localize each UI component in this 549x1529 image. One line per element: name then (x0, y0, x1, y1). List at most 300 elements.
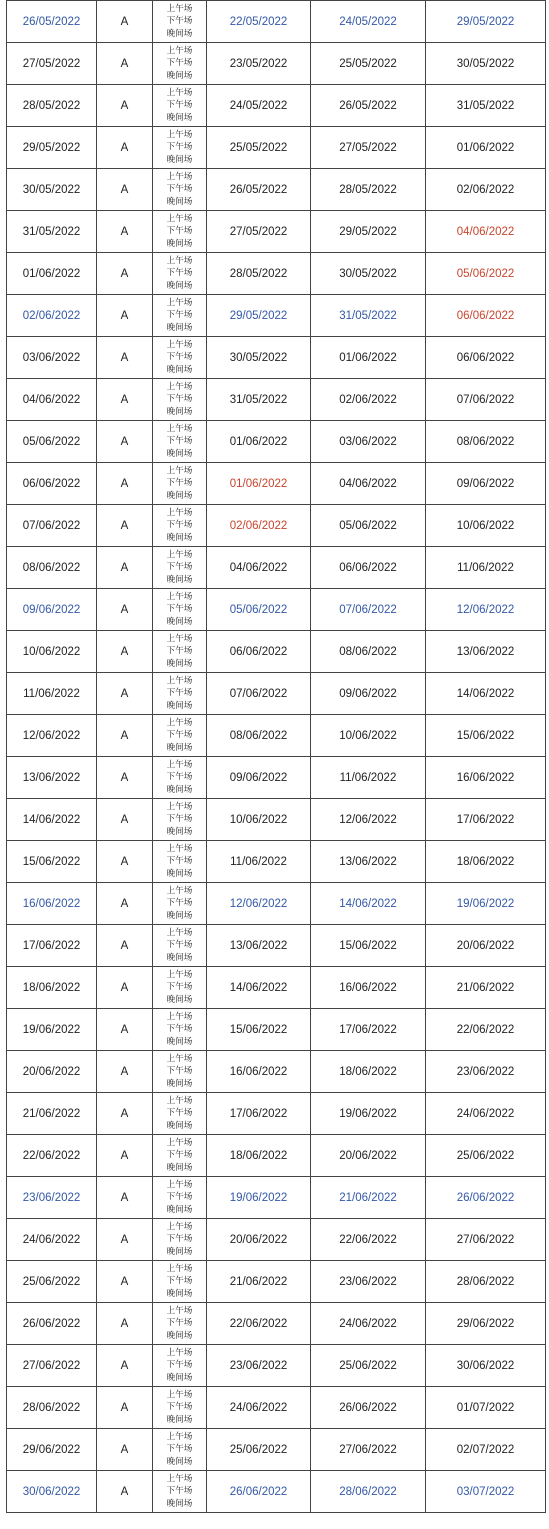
sessions-cell (153, 1177, 207, 1219)
sessions-cell (153, 211, 207, 253)
sessions-cell (153, 757, 207, 799)
date-cell-3: 25/06/2022 (426, 1135, 546, 1177)
sessions-cell (153, 505, 207, 547)
session-label: 晚间场 (166, 1372, 193, 1383)
sessions-cell (153, 1, 207, 43)
session-label: 上午场 (166, 1221, 193, 1232)
date-cell: 18/06/2022 (7, 967, 97, 1009)
session-label: 下午场 (166, 1402, 193, 1413)
table-row (7, 211, 546, 253)
session-label: 下午场 (166, 1276, 193, 1287)
date-cell-1: 31/05/2022 (207, 379, 311, 421)
class-cell: A (97, 211, 153, 253)
date-cell-3: 07/06/2022 (426, 379, 546, 421)
session-label: 上午场 (166, 885, 193, 896)
class-cell: A (97, 757, 153, 799)
date-cell-1: 01/06/2022 (207, 463, 311, 505)
table-row (7, 715, 546, 757)
date-cell-1: 25/05/2022 (207, 127, 311, 169)
session-label: 晚间场 (166, 28, 193, 39)
date-cell-1: 12/06/2022 (207, 883, 311, 925)
date-cell-1: 22/06/2022 (207, 1303, 311, 1345)
sessions-cell (153, 421, 207, 463)
date-cell-3: 03/07/2022 (426, 1471, 546, 1513)
date-cell-2: 29/05/2022 (311, 211, 426, 253)
sessions-cell (153, 1471, 207, 1513)
date-cell: 22/06/2022 (7, 1135, 97, 1177)
date-cell-1: 08/06/2022 (207, 715, 311, 757)
date-cell-2: 21/06/2022 (311, 1177, 426, 1219)
sessions-cell (153, 547, 207, 589)
sessions-cell (153, 1261, 207, 1303)
session-label: 下午场 (166, 142, 193, 153)
date-cell-2: 03/06/2022 (311, 421, 426, 463)
table-row (7, 85, 546, 127)
class-cell: A (97, 547, 153, 589)
session-label: 上午场 (166, 465, 193, 476)
session-label: 上午场 (166, 549, 193, 560)
class-cell: A (97, 631, 153, 673)
date-cell-2: 22/06/2022 (311, 1219, 426, 1261)
date-cell: 30/05/2022 (7, 169, 97, 211)
session-label: 晚间场 (166, 238, 193, 249)
date-cell-1: 26/05/2022 (207, 169, 311, 211)
table-row (7, 631, 546, 673)
sessions-cell (153, 1051, 207, 1093)
sessions-cell (153, 85, 207, 127)
date-cell-2: 26/06/2022 (311, 1387, 426, 1429)
class-cell: A (97, 1471, 153, 1513)
class-cell: A (97, 967, 153, 1009)
table-row (7, 883, 546, 925)
date-cell-2: 25/06/2022 (311, 1345, 426, 1387)
class-cell: A (97, 295, 153, 337)
date-cell-1: 25/06/2022 (207, 1429, 311, 1471)
date-cell-3: 23/06/2022 (426, 1051, 546, 1093)
table-row (7, 1009, 546, 1051)
date-cell-2: 26/05/2022 (311, 85, 426, 127)
table-row (7, 337, 546, 379)
session-label: 晚间场 (166, 826, 193, 837)
date-cell-2: 02/06/2022 (311, 379, 426, 421)
session-label: 上午场 (166, 339, 193, 350)
session-label: 下午场 (166, 1108, 193, 1119)
date-cell-1: 22/05/2022 (207, 1, 311, 43)
session-label: 晚间场 (166, 1498, 193, 1509)
session-label: 晚间场 (166, 616, 193, 627)
session-label: 晚间场 (166, 364, 193, 375)
date-cell-3: 04/06/2022 (426, 211, 546, 253)
session-label: 晚间场 (166, 1456, 193, 1467)
date-cell-2: 31/05/2022 (311, 295, 426, 337)
date-cell-3: 05/06/2022 (426, 253, 546, 295)
date-cell-2: 16/06/2022 (311, 967, 426, 1009)
session-label: 下午场 (166, 940, 193, 951)
session-label: 晚间场 (166, 868, 193, 879)
table-row (7, 169, 546, 211)
session-label: 上午场 (166, 255, 193, 266)
date-cell: 19/06/2022 (7, 1009, 97, 1051)
session-label: 晚间场 (166, 1120, 193, 1131)
sessions-cell (153, 169, 207, 211)
session-label: 上午场 (166, 1389, 193, 1400)
date-cell-3: 17/06/2022 (426, 799, 546, 841)
session-label: 上午场 (166, 969, 193, 980)
sessions-cell (153, 1429, 207, 1471)
sessions-cell (153, 463, 207, 505)
class-cell: A (97, 337, 153, 379)
table-row (7, 673, 546, 715)
date-cell: 23/06/2022 (7, 1177, 97, 1219)
date-cell-3: 24/06/2022 (426, 1093, 546, 1135)
table-row (7, 589, 546, 631)
date-cell-1: 07/06/2022 (207, 673, 311, 715)
table-row (7, 1093, 546, 1135)
sessions-cell (153, 925, 207, 967)
session-label: 下午场 (166, 1360, 193, 1371)
table-row (7, 547, 546, 589)
class-cell: A (97, 1, 153, 43)
date-cell-3: 15/06/2022 (426, 715, 546, 757)
date-cell: 30/06/2022 (7, 1471, 97, 1513)
class-cell: A (97, 841, 153, 883)
date-cell-1: 24/05/2022 (207, 85, 311, 127)
session-label: 上午场 (166, 1473, 193, 1484)
date-cell-3: 16/06/2022 (426, 757, 546, 799)
date-cell-3: 27/06/2022 (426, 1219, 546, 1261)
date-cell: 12/06/2022 (7, 715, 97, 757)
session-label: 下午场 (166, 1444, 193, 1455)
sessions-cell (153, 337, 207, 379)
date-cell: 08/06/2022 (7, 547, 97, 589)
date-cell: 09/06/2022 (7, 589, 97, 631)
date-cell-2: 11/06/2022 (311, 757, 426, 799)
date-cell-1: 26/06/2022 (207, 1471, 311, 1513)
date-cell-1: 21/06/2022 (207, 1261, 311, 1303)
sessions-cell (153, 841, 207, 883)
date-cell-2: 28/06/2022 (311, 1471, 426, 1513)
table-row (7, 1471, 546, 1513)
table-row (7, 421, 546, 463)
session-label: 晚间场 (166, 70, 193, 81)
session-label: 上午场 (166, 591, 193, 602)
date-cell: 20/06/2022 (7, 1051, 97, 1093)
class-cell: A (97, 1261, 153, 1303)
session-label: 上午场 (166, 717, 193, 728)
date-cell-3: 09/06/2022 (426, 463, 546, 505)
session-label: 下午场 (166, 268, 193, 279)
date-cell-3: 20/06/2022 (426, 925, 546, 967)
table-row (7, 1303, 546, 1345)
session-label: 下午场 (166, 562, 193, 573)
session-label: 晚间场 (166, 574, 193, 585)
class-cell: A (97, 1387, 153, 1429)
date-cell-1: 18/06/2022 (207, 1135, 311, 1177)
session-label: 下午场 (166, 184, 193, 195)
date-cell-1: 05/06/2022 (207, 589, 311, 631)
date-cell-3: 30/05/2022 (426, 43, 546, 85)
date-cell: 07/06/2022 (7, 505, 97, 547)
date-cell-2: 06/06/2022 (311, 547, 426, 589)
class-cell: A (97, 421, 153, 463)
sessions-cell (153, 1009, 207, 1051)
session-label: 下午场 (166, 982, 193, 993)
session-label: 晚间场 (166, 448, 193, 459)
class-cell: A (97, 253, 153, 295)
date-cell-1: 11/06/2022 (207, 841, 311, 883)
session-label: 下午场 (166, 1192, 193, 1203)
session-label: 下午场 (166, 772, 193, 783)
date-cell-3: 02/06/2022 (426, 169, 546, 211)
table-row (7, 799, 546, 841)
date-cell-2: 24/05/2022 (311, 1, 426, 43)
session-label: 上午场 (166, 1431, 193, 1442)
session-label: 晚间场 (166, 1204, 193, 1215)
session-label: 下午场 (166, 604, 193, 615)
session-label: 下午场 (166, 310, 193, 321)
date-cell-1: 02/06/2022 (207, 505, 311, 547)
table-row (7, 757, 546, 799)
date-cell: 29/05/2022 (7, 127, 97, 169)
session-label: 晚间场 (166, 658, 193, 669)
date-cell: 13/06/2022 (7, 757, 97, 799)
date-cell-3: 29/06/2022 (426, 1303, 546, 1345)
session-label: 晚间场 (166, 1036, 193, 1047)
date-cell-2: 01/06/2022 (311, 337, 426, 379)
session-label: 晚间场 (166, 742, 193, 753)
date-cell-2: 10/06/2022 (311, 715, 426, 757)
date-cell-3: 08/06/2022 (426, 421, 546, 463)
date-cell-1: 28/05/2022 (207, 253, 311, 295)
session-label: 晚间场 (166, 910, 193, 921)
date-cell-3: 22/06/2022 (426, 1009, 546, 1051)
class-cell: A (97, 1051, 153, 1093)
date-cell-1: 23/05/2022 (207, 43, 311, 85)
table-row (7, 1177, 546, 1219)
schedule-table (6, 0, 546, 1513)
session-label: 下午场 (166, 1486, 193, 1497)
date-cell-3: 31/05/2022 (426, 85, 546, 127)
sessions-cell (153, 673, 207, 715)
table-row (7, 1219, 546, 1261)
date-cell: 31/05/2022 (7, 211, 97, 253)
date-cell: 24/06/2022 (7, 1219, 97, 1261)
date-cell-3: 10/06/2022 (426, 505, 546, 547)
date-cell-1: 09/06/2022 (207, 757, 311, 799)
date-cell-1: 20/06/2022 (207, 1219, 311, 1261)
class-cell: A (97, 85, 153, 127)
table-row (7, 1051, 546, 1093)
date-cell-1: 24/06/2022 (207, 1387, 311, 1429)
session-label: 下午场 (166, 1066, 193, 1077)
table-row (7, 967, 546, 1009)
date-cell-1: 16/06/2022 (207, 1051, 311, 1093)
date-cell-2: 27/06/2022 (311, 1429, 426, 1471)
date-cell-3: 30/06/2022 (426, 1345, 546, 1387)
session-label: 上午场 (166, 507, 193, 518)
session-label: 下午场 (166, 730, 193, 741)
date-cell-1: 27/05/2022 (207, 211, 311, 253)
date-cell-2: 25/05/2022 (311, 43, 426, 85)
session-label: 上午场 (166, 3, 193, 14)
session-label: 上午场 (166, 213, 193, 224)
sessions-cell (153, 1219, 207, 1261)
session-label: 上午场 (166, 171, 193, 182)
session-label: 上午场 (166, 801, 193, 812)
session-label: 晚间场 (166, 1246, 193, 1257)
date-cell-2: 18/06/2022 (311, 1051, 426, 1093)
class-cell: A (97, 463, 153, 505)
class-cell: A (97, 1303, 153, 1345)
date-cell-3: 26/06/2022 (426, 1177, 546, 1219)
session-label: 上午场 (166, 381, 193, 392)
date-cell: 03/06/2022 (7, 337, 97, 379)
date-cell-2: 30/05/2022 (311, 253, 426, 295)
date-cell: 26/05/2022 (7, 1, 97, 43)
date-cell-3: 11/06/2022 (426, 547, 546, 589)
session-label: 上午场 (166, 1095, 193, 1106)
session-label: 下午场 (166, 100, 193, 111)
session-label: 晚间场 (166, 1414, 193, 1425)
sessions-cell (153, 127, 207, 169)
class-cell: A (97, 127, 153, 169)
class-cell: A (97, 43, 153, 85)
date-cell-2: 24/06/2022 (311, 1303, 426, 1345)
session-label: 晚间场 (166, 1162, 193, 1173)
session-label: 晚间场 (166, 700, 193, 711)
class-cell: A (97, 379, 153, 421)
date-cell-2: 05/06/2022 (311, 505, 426, 547)
date-cell-1: 06/06/2022 (207, 631, 311, 673)
date-cell-2: 17/06/2022 (311, 1009, 426, 1051)
date-cell: 28/05/2022 (7, 85, 97, 127)
table-row (7, 1387, 546, 1429)
session-label: 上午场 (166, 87, 193, 98)
date-cell-2: 20/06/2022 (311, 1135, 426, 1177)
session-label: 晚间场 (166, 406, 193, 417)
table-row (7, 253, 546, 295)
session-label: 上午场 (166, 633, 193, 644)
session-label: 上午场 (166, 927, 193, 938)
date-cell: 16/06/2022 (7, 883, 97, 925)
date-cell-1: 30/05/2022 (207, 337, 311, 379)
session-label: 晚间场 (166, 322, 193, 333)
session-label: 晚间场 (166, 280, 193, 291)
session-label: 上午场 (166, 1137, 193, 1148)
date-cell: 11/06/2022 (7, 673, 97, 715)
sessions-cell (153, 1135, 207, 1177)
class-cell: A (97, 883, 153, 925)
session-label: 下午场 (166, 226, 193, 237)
session-label: 下午场 (166, 1150, 193, 1161)
date-cell-1: 19/06/2022 (207, 1177, 311, 1219)
date-cell: 17/06/2022 (7, 925, 97, 967)
date-cell: 10/06/2022 (7, 631, 97, 673)
date-cell-1: 23/06/2022 (207, 1345, 311, 1387)
session-label: 下午场 (166, 520, 193, 531)
date-cell-2: 13/06/2022 (311, 841, 426, 883)
date-cell-1: 01/06/2022 (207, 421, 311, 463)
date-cell-3: 12/06/2022 (426, 589, 546, 631)
session-label: 上午场 (166, 1305, 193, 1316)
session-label: 下午场 (166, 688, 193, 699)
sessions-cell (153, 295, 207, 337)
date-cell-2: 12/06/2022 (311, 799, 426, 841)
sessions-cell (153, 631, 207, 673)
sessions-cell (153, 799, 207, 841)
class-cell: A (97, 1177, 153, 1219)
date-cell-3: 01/07/2022 (426, 1387, 546, 1429)
date-cell: 21/06/2022 (7, 1093, 97, 1135)
date-cell-1: 17/06/2022 (207, 1093, 311, 1135)
date-cell-2: 08/06/2022 (311, 631, 426, 673)
class-cell: A (97, 505, 153, 547)
date-cell: 06/06/2022 (7, 463, 97, 505)
date-cell-2: 07/06/2022 (311, 589, 426, 631)
date-cell: 25/06/2022 (7, 1261, 97, 1303)
date-cell-3: 18/06/2022 (426, 841, 546, 883)
date-cell-2: 27/05/2022 (311, 127, 426, 169)
sessions-cell (153, 1387, 207, 1429)
class-cell: A (97, 1429, 153, 1471)
session-label: 晚间场 (166, 784, 193, 795)
class-cell: A (97, 1345, 153, 1387)
schedule-sheet (6, 0, 545, 1513)
session-label: 晚间场 (166, 994, 193, 1005)
date-cell-1: 13/06/2022 (207, 925, 311, 967)
session-label: 下午场 (166, 394, 193, 405)
session-label: 上午场 (166, 1263, 193, 1274)
session-label: 上午场 (166, 129, 193, 140)
session-label: 下午场 (166, 352, 193, 363)
date-cell-3: 01/06/2022 (426, 127, 546, 169)
table-row (7, 43, 546, 85)
date-cell-3: 21/06/2022 (426, 967, 546, 1009)
session-label: 上午场 (166, 843, 193, 854)
date-cell-3: 06/06/2022 (426, 295, 546, 337)
sessions-cell (153, 1093, 207, 1135)
table-row (7, 463, 546, 505)
class-cell: A (97, 673, 153, 715)
date-cell-2: 04/06/2022 (311, 463, 426, 505)
date-cell: 15/06/2022 (7, 841, 97, 883)
sessions-cell (153, 883, 207, 925)
session-label: 上午场 (166, 1011, 193, 1022)
date-cell: 28/06/2022 (7, 1387, 97, 1429)
session-label: 下午场 (166, 856, 193, 867)
date-cell-3: 19/06/2022 (426, 883, 546, 925)
date-cell-1: 15/06/2022 (207, 1009, 311, 1051)
sessions-cell (153, 43, 207, 85)
session-label: 晚间场 (166, 1330, 193, 1341)
date-cell-2: 09/06/2022 (311, 673, 426, 715)
session-label: 下午场 (166, 58, 193, 69)
schedule-table-body (7, 1, 546, 1513)
date-cell: 27/05/2022 (7, 43, 97, 85)
session-label: 上午场 (166, 1179, 193, 1190)
date-cell-2: 14/06/2022 (311, 883, 426, 925)
date-cell: 04/06/2022 (7, 379, 97, 421)
session-label: 晚间场 (166, 112, 193, 123)
session-label: 上午场 (166, 759, 193, 770)
session-label: 下午场 (166, 1318, 193, 1329)
sessions-cell (153, 253, 207, 295)
date-cell-2: 28/05/2022 (311, 169, 426, 211)
class-cell: A (97, 1093, 153, 1135)
date-cell-2: 15/06/2022 (311, 925, 426, 967)
session-label: 晚间场 (166, 154, 193, 165)
session-label: 下午场 (166, 1024, 193, 1035)
